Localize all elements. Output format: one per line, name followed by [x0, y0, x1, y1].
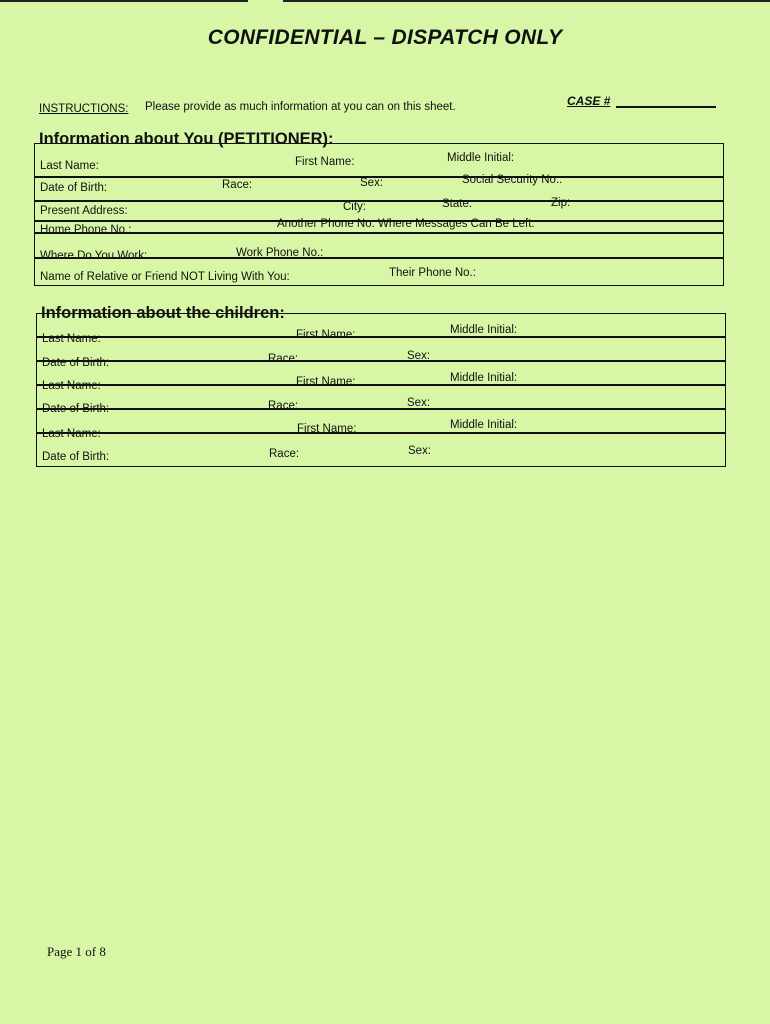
child3-sex-field[interactable]: Sex: [408, 445, 432, 457]
petitioner-race-field[interactable]: Race: [222, 179, 253, 191]
case-number-label: CASE # [567, 94, 611, 108]
children-section-heading: Information about the children: [41, 304, 285, 322]
child1-middle-initial-field[interactable]: Middle Initial: [450, 324, 518, 336]
petitioner-work-phone-field[interactable]: Work Phone No.: [236, 247, 324, 259]
petitioner-section-heading: Information about You (PETITIONER): [39, 130, 334, 148]
child3-last-name-field[interactable]: Last Name: [42, 428, 101, 440]
child3-first-name-field[interactable]: First Name: [297, 423, 357, 435]
petitioner-first-name-field[interactable]: First Name: [295, 156, 355, 168]
petitioner-info-box [34, 143, 724, 286]
petitioner-state-field[interactable]: State: [442, 198, 473, 210]
petitioner-middle-initial-field[interactable]: Middle Initial: [447, 152, 515, 164]
relative-name-field[interactable]: Name of Relative or Friend NOT Living With You: [40, 271, 290, 283]
document-title: CONFIDENTIAL – DISPATCH ONLY [207, 26, 563, 49]
child1-sex-field[interactable]: Sex: [407, 350, 431, 362]
row-divider [37, 336, 725, 338]
instructions-label: INSTRUCTIONS: [39, 103, 129, 115]
children-info-box [36, 313, 726, 467]
petitioner-workplace-field[interactable]: Where Do You Work: [40, 250, 148, 262]
row-divider [37, 384, 725, 386]
relative-phone-field[interactable]: Their Phone No.: [389, 267, 476, 279]
row-divider [35, 200, 723, 202]
child1-first-name-field[interactable]: First Name: [296, 329, 356, 341]
row-divider [35, 232, 723, 234]
petitioner-sex-field[interactable]: Sex: [360, 177, 384, 189]
petitioner-zip-field[interactable]: Zip: [551, 197, 571, 209]
scan-edge-line [0, 0, 248, 2]
child1-race-field[interactable]: Race: [268, 353, 299, 365]
instructions-text: Please provide as much information at you can on this sheet. [145, 101, 456, 113]
petitioner-ssn-field[interactable]: Social Security No.: [462, 174, 563, 186]
petitioner-message-phone-field[interactable]: Another Phone No. Where Messages Can Be Left: [277, 218, 535, 230]
case-number-field[interactable] [616, 106, 716, 108]
child3-dob-field[interactable]: Date of Birth: [42, 451, 110, 463]
child2-last-name-field[interactable]: Last Name: [42, 380, 101, 392]
row-divider [37, 360, 725, 362]
petitioner-address-field[interactable]: Present Address: [40, 205, 128, 217]
child3-middle-initial-field[interactable]: Middle Initial: [450, 419, 518, 431]
petitioner-last-name-field[interactable]: Last Name: [40, 160, 99, 172]
petitioner-city-field[interactable]: City: [343, 201, 366, 213]
child1-dob-field[interactable]: Date of Birth: [42, 357, 110, 369]
child2-middle-initial-field[interactable]: Middle Initial: [450, 372, 518, 384]
child2-first-name-field[interactable]: First Name: [296, 376, 356, 388]
child2-sex-field[interactable]: Sex: [407, 397, 431, 409]
petitioner-home-phone-field[interactable]: Home Phone No.: [40, 224, 132, 236]
page-number: Page 1 of 8 [47, 944, 106, 959]
scan-edge-line [283, 0, 770, 2]
child1-last-name-field[interactable]: Last Name: [42, 333, 101, 345]
petitioner-dob-field[interactable]: Date of Birth: [40, 182, 108, 194]
row-divider [37, 408, 725, 410]
child2-race-field[interactable]: Race: [268, 400, 299, 412]
child3-race-field[interactable]: Race: [269, 448, 300, 460]
child2-dob-field[interactable]: Date of Birth: [42, 403, 110, 415]
row-divider [37, 432, 725, 434]
